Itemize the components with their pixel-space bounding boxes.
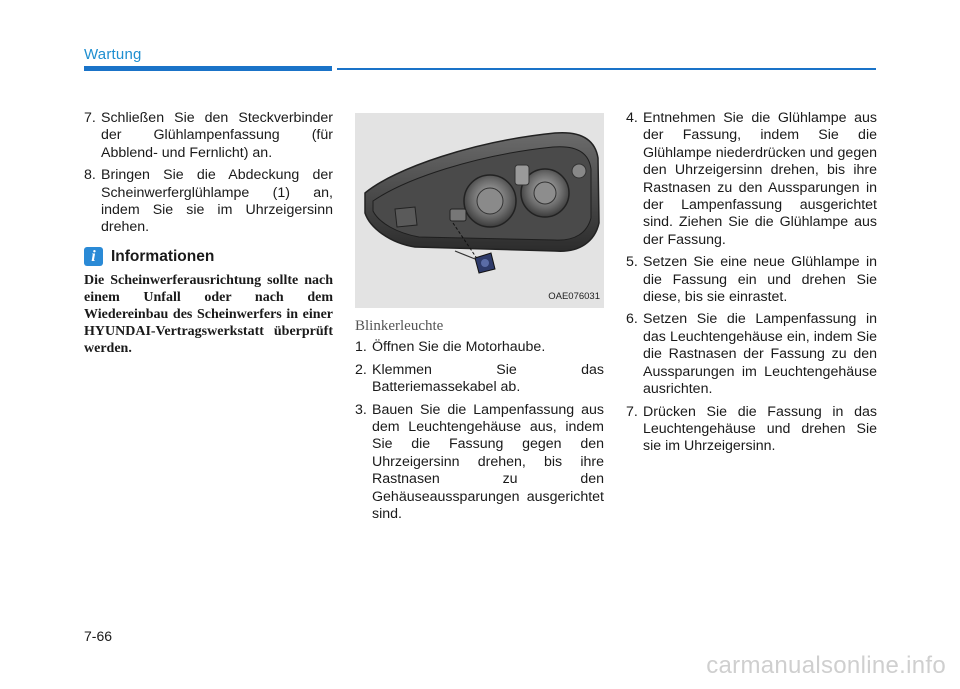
step-number: 3. bbox=[355, 401, 367, 418]
step-item bbox=[84, 167, 333, 237]
step-item bbox=[626, 254, 877, 306]
step-number: 7. bbox=[626, 403, 638, 420]
column-middle bbox=[355, 113, 604, 528]
step-number: 5. bbox=[626, 254, 638, 271]
step-text: Bauen Sie die Lampenfassung aus dem Leuchtengehäuse aus, indem Sie die Fassung gegen den Uhrzeigersinn drehen, bis ihre Rastnasen zu den Gehäuseaussparungen ausgerichtet sind. bbox=[372, 401, 604, 523]
step-text: Bringen Sie die Abdeckung der Scheinwerferglühlampe (1) an, indem Sie sie im Uhrzeigersinn drehen. bbox=[101, 167, 333, 236]
blinker-section-title: Blinkerleuchte bbox=[355, 318, 444, 334]
step-item bbox=[626, 110, 877, 249]
page-number: 7-66 bbox=[84, 628, 113, 644]
step-item bbox=[355, 362, 604, 397]
step-text: Schließen Sie den Steckverbinder der Glühlampenfassung (für Abblend- und Fernlicht) an. bbox=[101, 110, 333, 161]
step-text: Setzen Sie die Lampenfassung in das Leuchtengehäuse ein, indem Sie die Rastnasen der Fassung zu den Aussparungen im Leuchtengehäuse ausrichten. bbox=[643, 311, 877, 398]
step-number: 7. bbox=[84, 110, 96, 126]
watermark: carmanualsonline.info bbox=[706, 652, 946, 679]
step-item bbox=[355, 402, 604, 524]
step-number: 2. bbox=[355, 361, 367, 378]
step-number: 4. bbox=[626, 110, 638, 126]
step-text: Klemmen Sie das Batteriemassekabel ab. bbox=[372, 361, 604, 396]
step-text: Öffnen Sie die Motorhaube. bbox=[372, 339, 546, 356]
step-item bbox=[626, 404, 877, 456]
header-rule-thick bbox=[84, 66, 332, 71]
header-rule-thin bbox=[337, 68, 876, 70]
section-title-header: Wartung bbox=[84, 46, 142, 63]
headlamp-figure bbox=[355, 113, 604, 308]
figure-code: OAE076031 bbox=[548, 290, 600, 302]
step-text: Entnehmen Sie die Glühlampe aus der Fassung, indem Sie die Glühlampe niederdrücken und gegen den Uhrzeigersinn drehen, bis ihre Rastnasen zu den Aussparungen in der Lampenfassung ausgerichtet sind. Ziehen Sie die Glühlampe aus der Fassung. bbox=[643, 110, 877, 248]
info-icon: i bbox=[84, 247, 103, 266]
headlamp-illustration-icon bbox=[355, 113, 604, 308]
column-right bbox=[626, 110, 877, 461]
step-text: Setzen Sie eine neue Glühlampe in die Fassung ein und drehen Sie diese, bis sie einrastet. bbox=[643, 254, 877, 306]
info-header bbox=[84, 247, 333, 266]
column-left bbox=[84, 110, 333, 357]
step-item bbox=[355, 339, 604, 356]
step-item bbox=[84, 110, 333, 162]
step-text: Drücken Sie die Fassung in das Leuchtengehäuse und drehen Sie sie im Uhrzeigersinn. bbox=[643, 403, 877, 455]
step-number: 8. bbox=[84, 167, 96, 184]
info-title: Informationen bbox=[111, 247, 215, 265]
info-text: Die Scheinwerferausrichtung sollte nach einem Unfall oder nach dem Wiedereinbau des Scheinwerfers in einer HYUNDAI-Vertragswerkstatt überprüft werden. bbox=[84, 272, 333, 356]
step-number: 1. bbox=[355, 339, 367, 356]
step-number: 6. bbox=[626, 311, 638, 328]
step-item bbox=[626, 311, 877, 398]
